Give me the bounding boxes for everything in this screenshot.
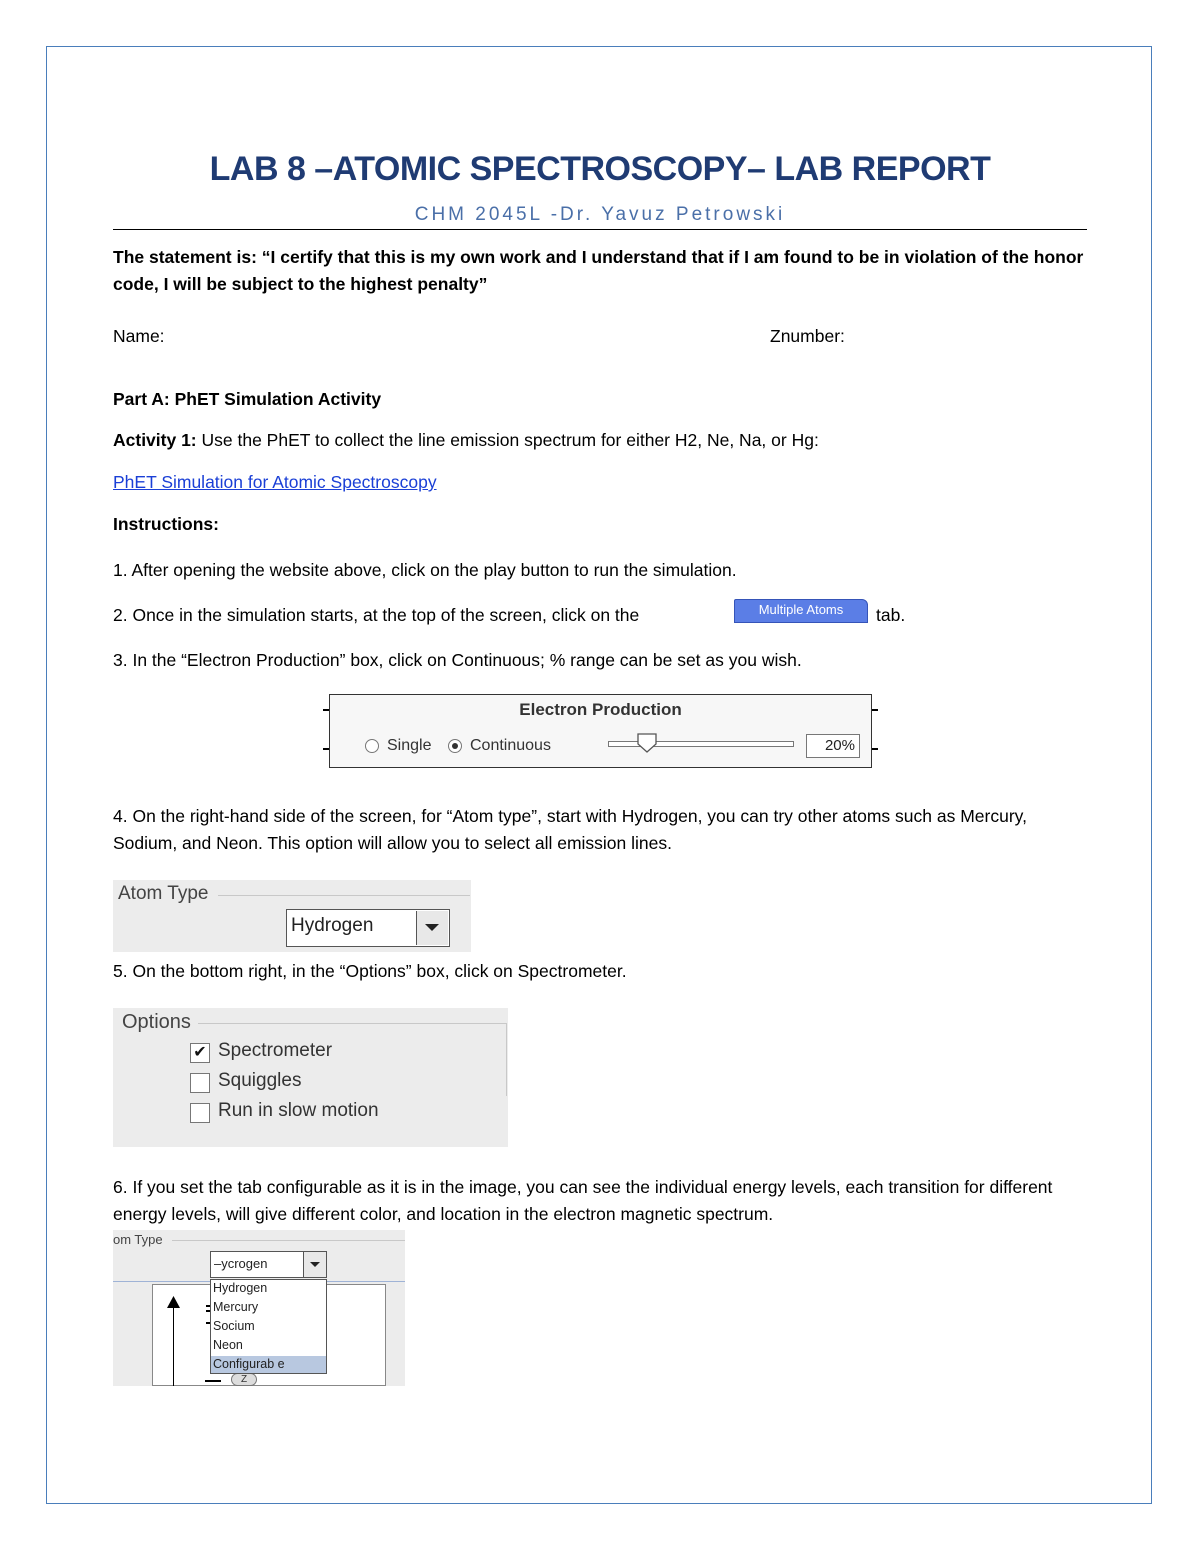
atom-type-label-cropped: om Type xyxy=(113,1232,163,1247)
step-4: 4. On the right-hand side of the screen, for “Atom type”, start with Hydrogen, you can try other atoms such as Mercury, Sodium, and Neon. This option will allow you to select all emission lines. xyxy=(113,806,1027,853)
activity-label: Activity 1: xyxy=(113,430,197,450)
squiggles-checkbox[interactable] xyxy=(190,1073,210,1093)
step-3: 3. In the “Electron Production” box, click on Continuous; % range can be set as you wish. xyxy=(113,650,802,670)
energy-level-line xyxy=(205,1380,221,1382)
chevron-down-icon xyxy=(417,911,447,943)
options-label: Options xyxy=(122,1011,191,1033)
dropdown-option[interactable]: Hydrogen xyxy=(213,1281,268,1295)
atom-type-dropdown-button[interactable] xyxy=(416,911,448,945)
electron-production-title: Electron Production xyxy=(519,700,682,719)
level-badge[interactable]: Z xyxy=(231,1373,257,1386)
spectrometer-checkbox[interactable]: ✔ xyxy=(190,1043,210,1063)
activity-text: Use the PhET to collect the line emission spectrum for either H2, Ne, Na, or Hg: xyxy=(196,430,819,450)
multiple-atoms-tab-image: Multiple Atoms xyxy=(734,599,868,623)
panel-border-line xyxy=(506,1023,507,1096)
phet-link[interactable]: PhET Simulation for Atomic Spectroscopy xyxy=(113,472,437,492)
atom-type-dropdown-button-configurable[interactable] xyxy=(303,1252,326,1277)
squiggles-label: Squiggles xyxy=(218,1070,302,1091)
step-5: 5. On the bottom right, in the “Options” box, click on Spectrometer. xyxy=(113,961,627,981)
panel-tick xyxy=(872,709,878,711)
slider-thumb[interactable] xyxy=(636,732,658,754)
activity-1 xyxy=(113,427,1093,454)
dropdown-option[interactable]: Socium xyxy=(213,1319,255,1333)
panel-border-line xyxy=(172,1240,405,1241)
page-subtitle: CHM 2045L -Dr. Yavuz Petrowski xyxy=(414,204,786,225)
panel-tick xyxy=(872,748,878,750)
step-2-after: tab. xyxy=(876,605,906,625)
dropdown-option[interactable]: Mercury xyxy=(213,1300,259,1314)
name-label: Name: xyxy=(113,326,165,346)
panel-border-line xyxy=(218,895,470,896)
continuous-radio[interactable] xyxy=(448,739,462,753)
page-title: LAB 8 –ATOMIC SPECTROSCOPY– LAB REPORT xyxy=(209,150,991,188)
znumber-label: Znumber: xyxy=(770,326,845,346)
step-1: 1. After opening the website above, click on the play button to run the simulation. xyxy=(113,560,737,580)
single-label: Single xyxy=(387,737,432,754)
electron-rate-field[interactable]: 20% xyxy=(806,734,860,758)
single-radio[interactable] xyxy=(365,739,379,753)
slow-motion-checkbox[interactable] xyxy=(190,1103,210,1123)
chevron-down-icon xyxy=(304,1252,326,1276)
atom-type-value: Hydrogen xyxy=(291,915,374,936)
dropdown-option[interactable]: Neon xyxy=(213,1338,243,1352)
dropdown-option-selected[interactable]: Configurab e xyxy=(213,1357,285,1371)
part-a-heading: Part A: PhET Simulation Activity xyxy=(113,389,382,409)
spectrometer-label: Spectrometer xyxy=(218,1040,333,1061)
step-2-before: 2. Once in the simulation starts, at the top of the screen, click on the xyxy=(113,605,640,625)
arrow-up-icon xyxy=(167,1296,180,1308)
panel-tick xyxy=(323,748,329,750)
panel-border-line xyxy=(198,1023,506,1024)
energy-axis-arrow xyxy=(173,1304,174,1386)
atom-type-value-configurable: –ycrogen xyxy=(214,1256,268,1271)
slow-motion-label: Run in slow motion xyxy=(218,1100,379,1121)
instructions-heading: Instructions: xyxy=(113,514,219,534)
continuous-label: Continuous xyxy=(470,737,551,754)
atom-type-label: Atom Type xyxy=(118,883,209,904)
honor-statement: The statement is: “I certify that this is my own work and I understand that if I am found to be in violation of the honor code, I will be subject to the highest penalty” xyxy=(113,247,1084,294)
step-6: 6. If you set the tab configurable as it is in the image, you can see the individual energy levels, each transition for different energy levels, will give different color, and location in the electron magnetic spectrum. xyxy=(113,1177,1053,1224)
title-rule xyxy=(113,229,1087,230)
